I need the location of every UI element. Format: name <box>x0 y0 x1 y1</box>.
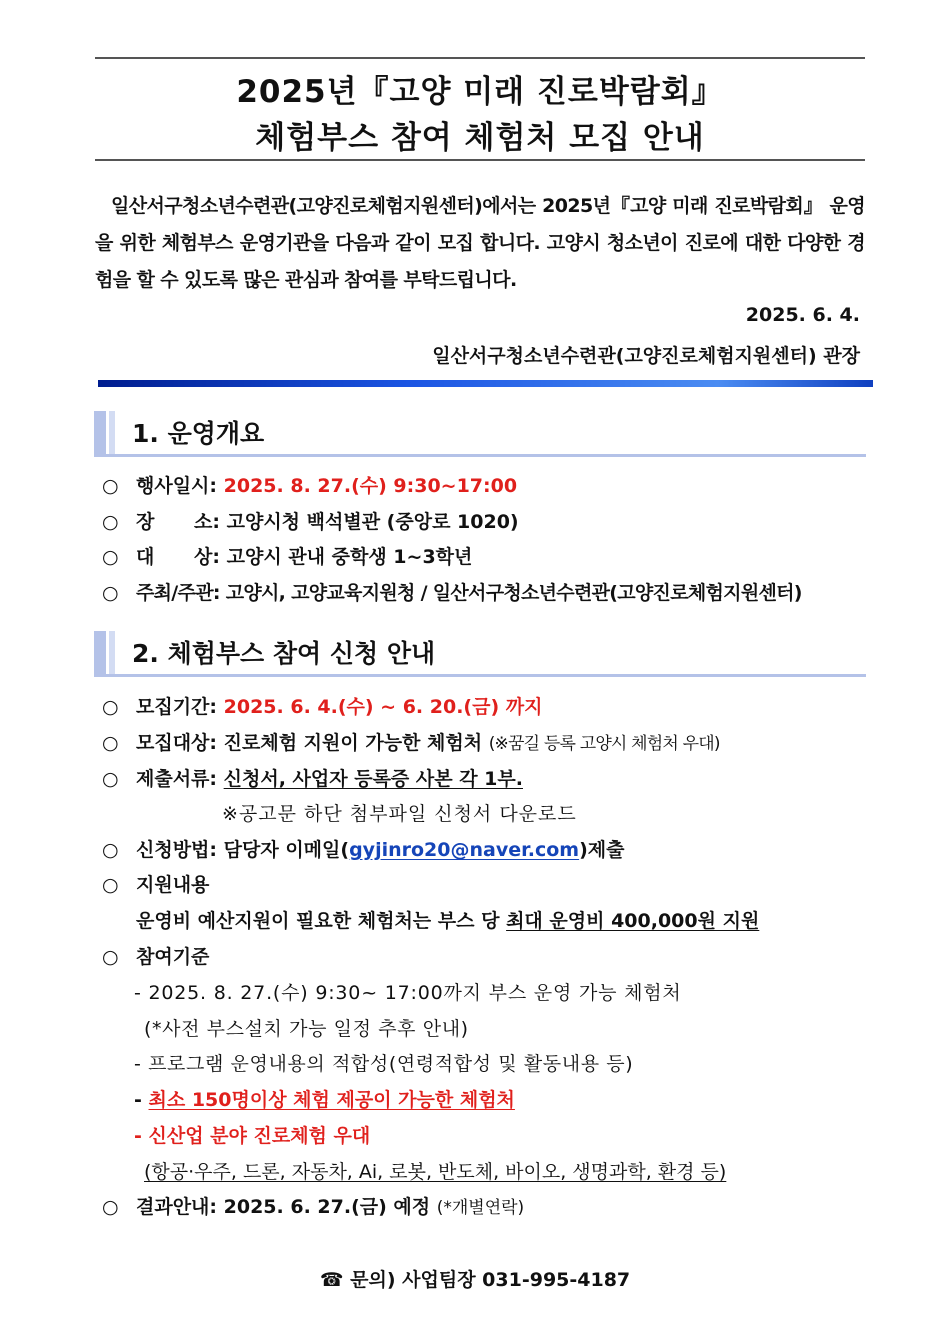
title-line-2: 체험부스 참여 체험처 모집 안내 <box>255 120 705 156</box>
bullet-icon: ○ <box>102 732 119 754</box>
host-label: 주최/주관: <box>136 582 220 604</box>
target-label: 대 상: <box>136 546 220 568</box>
bullet-icon: ○ <box>102 546 119 568</box>
title-top-rule <box>95 57 865 59</box>
criteria-label: 참여기준 <box>136 946 210 968</box>
period-value: 2025. 6. 4.(수) ~ 6. 20.(금) 까지 <box>223 696 543 718</box>
criteria-1-note: (*사전 부스설치 가능 일정 추후 안내) <box>144 1018 469 1040</box>
criteria-4-note: (항공·우주, 드론, 자동차, Ai, 로봇, 반도체, 바이오, 생명과학, 환경 등) <box>144 1161 727 1183</box>
support-item <box>102 870 209 897</box>
contact-text: 문의) 사업팀장 031-995-4187 <box>350 1269 631 1291</box>
event-date-value: 2025. 8. 27.(수) 9:30~17:00 <box>223 475 518 497</box>
period-label: 모집기간: <box>136 696 218 718</box>
section-2-header <box>94 631 866 675</box>
section-2-title: 2. 체험부스 참여 신청 안내 <box>132 639 436 668</box>
support-text-main: 운영비 예산지원이 필요한 체험처는 부스 당 <box>136 910 500 932</box>
bullet-icon: ○ <box>102 511 119 533</box>
place-item <box>102 507 519 534</box>
method-item <box>102 835 625 862</box>
result-note: (*개별연락) <box>436 1198 525 1218</box>
criteria-3-dash: - <box>134 1089 142 1111</box>
criteria-item <box>102 942 209 969</box>
recruit-target-note: (※꿈길 등록 고양시 체험처 우대) <box>488 734 720 754</box>
bullet-icon: ○ <box>102 768 119 790</box>
host-item <box>102 578 802 605</box>
event-date-label: 행사일시: <box>136 475 218 497</box>
phone-icon: ☎ <box>319 1269 344 1291</box>
recruit-target-value: 진로체험 지원이 가능한 체험처 <box>223 732 483 754</box>
criteria-3 <box>134 1085 515 1112</box>
place-label: 장 소: <box>136 511 220 533</box>
intro-paragraph: 일산서구청소년수련관(고양진로체험지원센터)에서는 2025년『고양 미래 진로박람회』 운영을 위한 체험부스 운영기관을 다음과 같이 모집 합니다. 고양시 청소년이 진로에 대한 다양한 경험을 할 수 있도록 많은 관심과 참여를 부탁드립니다. <box>95 195 865 291</box>
method-prefix: 담당자 이메일( <box>223 839 350 861</box>
event-date-item <box>102 471 517 498</box>
title-line-1: 2025년『고양 미래 진로박람회』 <box>236 74 724 110</box>
title-bottom-rule <box>95 159 865 161</box>
target-value: 고양시 관내 중학생 1~3학년 <box>226 546 473 568</box>
criteria-4: - 신산업 분야 진로체험 우대 <box>134 1125 371 1147</box>
docs-item <box>102 764 523 791</box>
result-item <box>102 1192 524 1219</box>
method-suffix: )제출 <box>579 839 625 861</box>
support-label: 지원내용 <box>136 874 210 896</box>
blue-divider <box>98 380 873 387</box>
section-1-header <box>94 411 866 455</box>
docs-note: ※공고문 하단 첨부파일 신청서 다운로드 <box>222 803 577 825</box>
bullet-icon: ○ <box>102 874 119 896</box>
docs-label: 제출서류: <box>136 768 218 790</box>
bullet-icon: ○ <box>102 1196 119 1218</box>
period-item <box>102 692 542 719</box>
criteria-2: - 프로그램 운영내용의 적합성(연령적합성 및 활동내용 등) <box>134 1053 634 1075</box>
signer: 일산서구청소년수련관(고양진로체험지원센터) 관장 <box>432 345 860 367</box>
bullet-icon: ○ <box>102 946 119 968</box>
bullet-icon: ○ <box>102 696 119 718</box>
section-1-title: 1. 운영개요 <box>132 419 265 448</box>
criteria-1: - 2025. 8. 27.(수) 9:30~ 17:00까지 부스 운영 가능 체험처 <box>134 982 682 1004</box>
notice-date: 2025. 6. 4. <box>745 304 860 326</box>
bullet-icon: ○ <box>102 475 119 497</box>
result-label: 결과안내: <box>136 1196 218 1218</box>
criteria-3-text: 최소 150명이상 체험 제공이 가능한 체험처 <box>148 1089 515 1111</box>
result-value: 2025. 6. 27.(금) 예정 <box>223 1196 431 1218</box>
docs-value: 신청서, 사업자 등록증 사본 각 1부. <box>223 768 523 790</box>
support-text <box>136 906 759 933</box>
email-link[interactable]: gyjinro20@naver.com <box>349 839 580 861</box>
support-highlight: 최대 운영비 400,000원 지원 <box>506 910 760 932</box>
recruit-target-label: 모집대상: <box>136 732 218 754</box>
host-value: 고양시, 고양교육지원청 / 일산서구청소년수련관(고양진로체험지원센터) <box>225 582 802 604</box>
bullet-icon: ○ <box>102 582 118 604</box>
target-item <box>102 542 472 569</box>
bullet-icon: ○ <box>102 839 119 861</box>
recruit-target-item <box>102 728 720 755</box>
contact-line <box>0 1265 950 1292</box>
method-label: 신청방법: <box>136 839 218 861</box>
place-value: 고양시청 백석별관 (중앙로 1020) <box>226 511 519 533</box>
